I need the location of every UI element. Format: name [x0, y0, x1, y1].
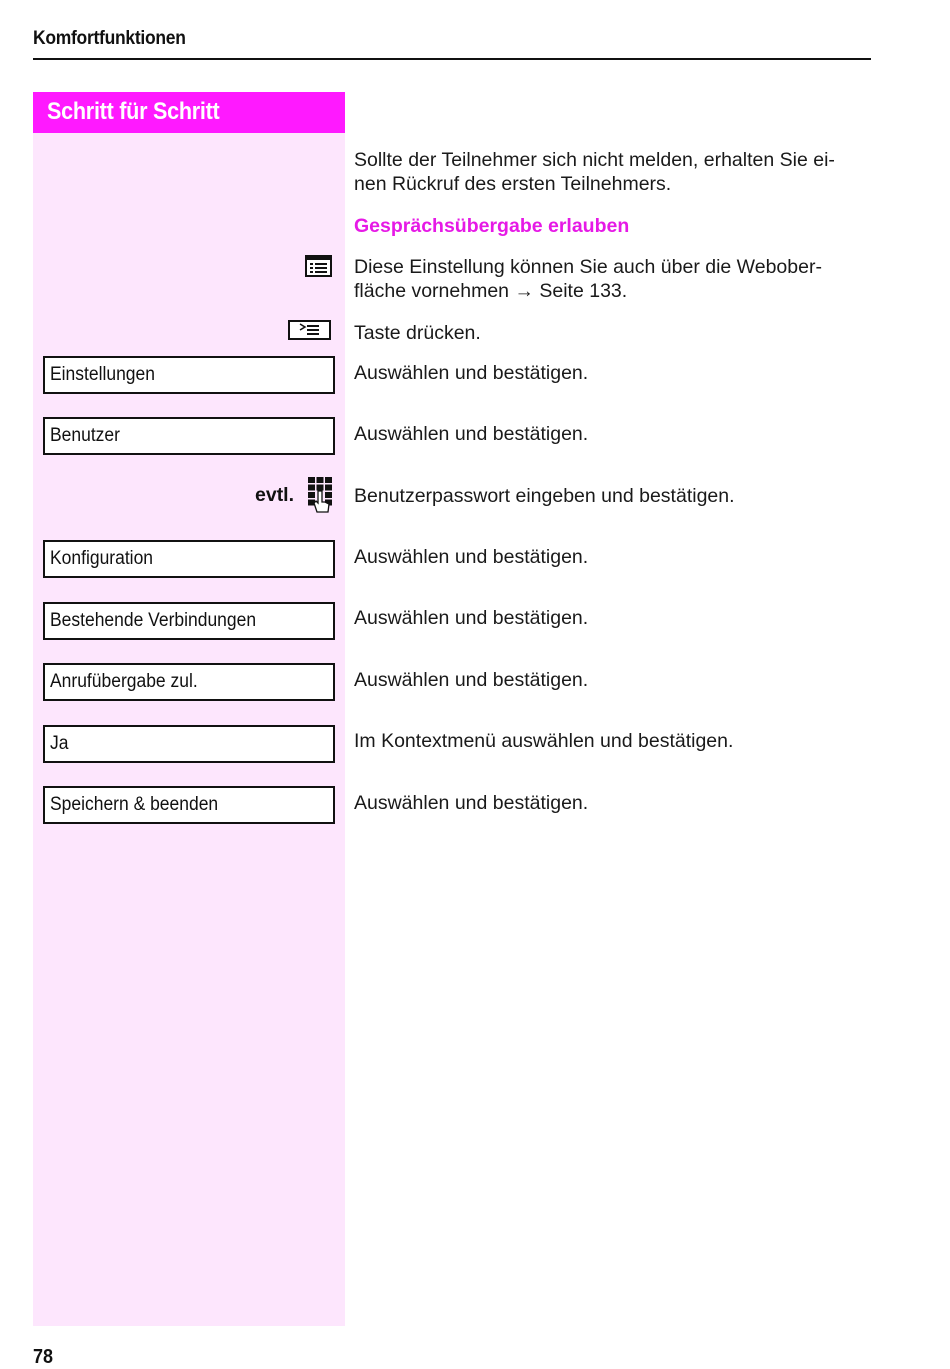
intro-line-2: nen Rückruf des ersten Teilnehmers.: [354, 173, 672, 195]
keypad-icon: [307, 476, 333, 514]
key-anrufuebergabe[interactable]: [43, 663, 335, 701]
key-label: Benutzer: [50, 425, 120, 446]
key-speichern-beenden[interactable]: [43, 786, 335, 824]
web-note-page-ref: Seite 133.: [539, 280, 628, 302]
sidebar-header: [33, 92, 345, 133]
step-description: Benutzerpasswort eingeben und bestätigen.: [354, 485, 735, 507]
web-note-prefix: fläche vornehmen: [354, 280, 510, 302]
step-description: Auswählen und bestätigen.: [354, 362, 589, 384]
step-description: Auswählen und bestätigen.: [354, 669, 589, 691]
web-note-paragraph: [354, 255, 874, 303]
key-einstellungen[interactable]: [43, 356, 335, 394]
key-label: Einstellungen: [50, 364, 155, 385]
web-interface-icon: [305, 255, 332, 277]
key-konfiguration[interactable]: [43, 540, 335, 578]
optional-label: evtl.: [255, 484, 295, 506]
header-rule: [33, 58, 871, 60]
step-description: Auswählen und bestätigen.: [354, 792, 589, 814]
step-description: Auswählen und bestätigen.: [354, 423, 589, 445]
key-label: Speichern & beenden: [50, 794, 219, 815]
subheading: Gesprächsübergabe erlauben: [354, 215, 630, 237]
web-note-line-1: Diese Einstellung können Sie auch über die Webober-: [354, 256, 822, 278]
key-label: Konfiguration: [50, 548, 154, 569]
key-label: Ja: [50, 733, 69, 754]
section-title: Komfortfunktionen: [33, 28, 186, 49]
intro-paragraph: [354, 148, 874, 196]
page-number: 78: [33, 1346, 54, 1368]
key-label: Bestehende Verbindungen: [50, 610, 257, 631]
key-label: Anrufübergabe zul.: [50, 671, 198, 692]
key-benutzer[interactable]: [43, 417, 335, 455]
step-description: Auswählen und bestätigen.: [354, 607, 589, 629]
step-description: Im Kontextmenü auswählen und bestätigen.: [354, 730, 734, 752]
menu-key-instruction: Taste drücken.: [354, 322, 481, 344]
key-bestehende-verbindungen[interactable]: [43, 602, 335, 640]
menu-key-icon: [288, 320, 331, 340]
arrow-right-icon: →: [514, 280, 534, 302]
step-description: Auswählen und bestätigen.: [354, 546, 589, 568]
sidebar-title: Schritt für Schritt: [47, 98, 220, 125]
intro-line-1: Sollte der Teilnehmer sich nicht melden, erhalten Sie ei-: [354, 149, 835, 171]
web-note-line-2: [354, 279, 874, 303]
key-ja[interactable]: [43, 725, 335, 763]
